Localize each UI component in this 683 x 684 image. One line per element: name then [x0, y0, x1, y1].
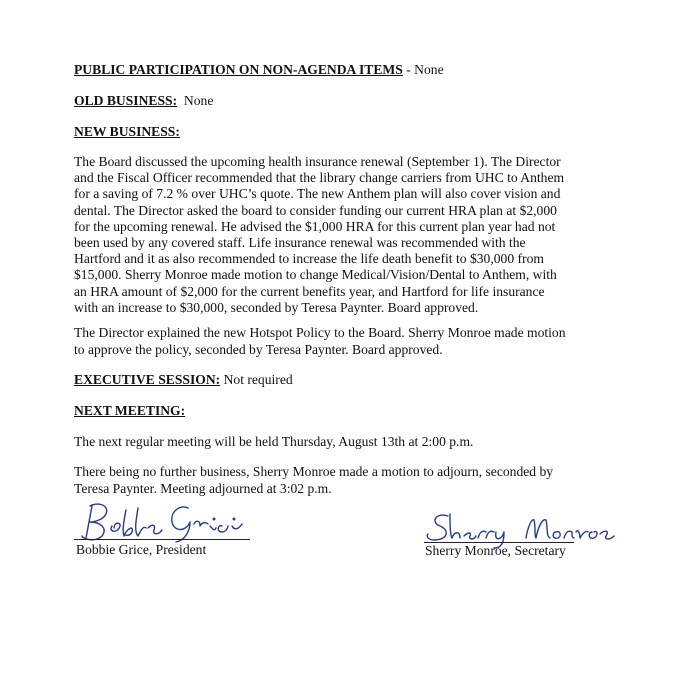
- new-business-heading: NEW BUSINESS:: [74, 124, 180, 139]
- paragraph-line: for a saving of 7.2 % over UHC’s quote. The new Anthem plan will also cover vision and: [74, 186, 561, 202]
- paragraph-line: dental. The Director asked the board to consider funding our current HRA plan at $2,000: [74, 202, 557, 218]
- handwritten-signature-left: [76, 498, 256, 544]
- next-meeting-heading: NEXT MEETING:: [74, 403, 186, 418]
- paragraph-line: $15,000. Sherry Monroe made motion to change Medical/Vision/Dental to Anthem, with: [74, 267, 557, 283]
- public-participation-text: - None: [402, 62, 444, 77]
- next-meeting-heading-wrap: [74, 402, 185, 419]
- paragraph-line: There being no further business, Sherry Monroe made a motion to adjourn, seconded by: [74, 464, 554, 479]
- public-participation-section: [74, 61, 444, 78]
- public-participation-heading: PUBLIC PARTICIPATION ON NON-AGENDA ITEMS: [74, 62, 403, 77]
- signature-name-left: Bobbie Grice, President: [76, 542, 207, 557]
- new-business-heading-wrap: [74, 123, 180, 140]
- paragraph-line: The Board discussed the upcoming health insurance renewal (September 1). The Director: [74, 154, 561, 169]
- paragraph-line: been used by any covered staff. Life insurance renewal was recommended with the: [74, 235, 526, 251]
- executive-session-text: Not required: [220, 372, 293, 387]
- paragraph-line: The next regular meeting will be held Thursday, August 13th at 2:00 p.m.: [74, 434, 474, 449]
- paragraph-line: Teresa Paynter. Meeting adjourned at 3:02 p.m.: [74, 480, 332, 496]
- paragraph-line: with an increase to $30,000, seconded by Teresa Paynter. Board approved.: [74, 299, 479, 315]
- paragraph-line: to approve the policy, seconded by Teresa Paynter. Board approved.: [74, 341, 443, 357]
- executive-session-section: [74, 371, 293, 388]
- paragraph-line: Hartford and it as also recommended to increase the life death benefit to $30,000 from: [74, 251, 544, 267]
- signature-line-left: [74, 539, 250, 540]
- next-meeting-paragraph-1: [74, 433, 473, 450]
- old-business-heading: OLD BUSINESS:: [74, 93, 178, 108]
- signature-name-right: Sherry Monroe, Secretary: [425, 543, 566, 558]
- new-business-paragraph-1: [74, 154, 564, 316]
- paragraph-line: for the upcoming renewal. He advised the $1,000 HRA for this current plan year had not: [74, 218, 556, 234]
- paragraph-line: and the Fiscal Officer recommended that the library change carriers from UHC to Anthem: [74, 170, 565, 186]
- next-meeting-paragraph-2: [74, 464, 553, 497]
- old-business-section: [74, 92, 213, 109]
- new-business-paragraph-2: [74, 325, 566, 358]
- old-business-text: None: [177, 93, 214, 108]
- paragraph-line: The Director explained the new Hotspot Policy to the Board. Sherry Monroe made motion: [74, 325, 566, 340]
- paragraph-line: an HRA amount of $2,000 for the current benefits year, and Hartford for life insurance: [74, 283, 545, 299]
- executive-session-heading: EXECUTIVE SESSION:: [74, 372, 221, 387]
